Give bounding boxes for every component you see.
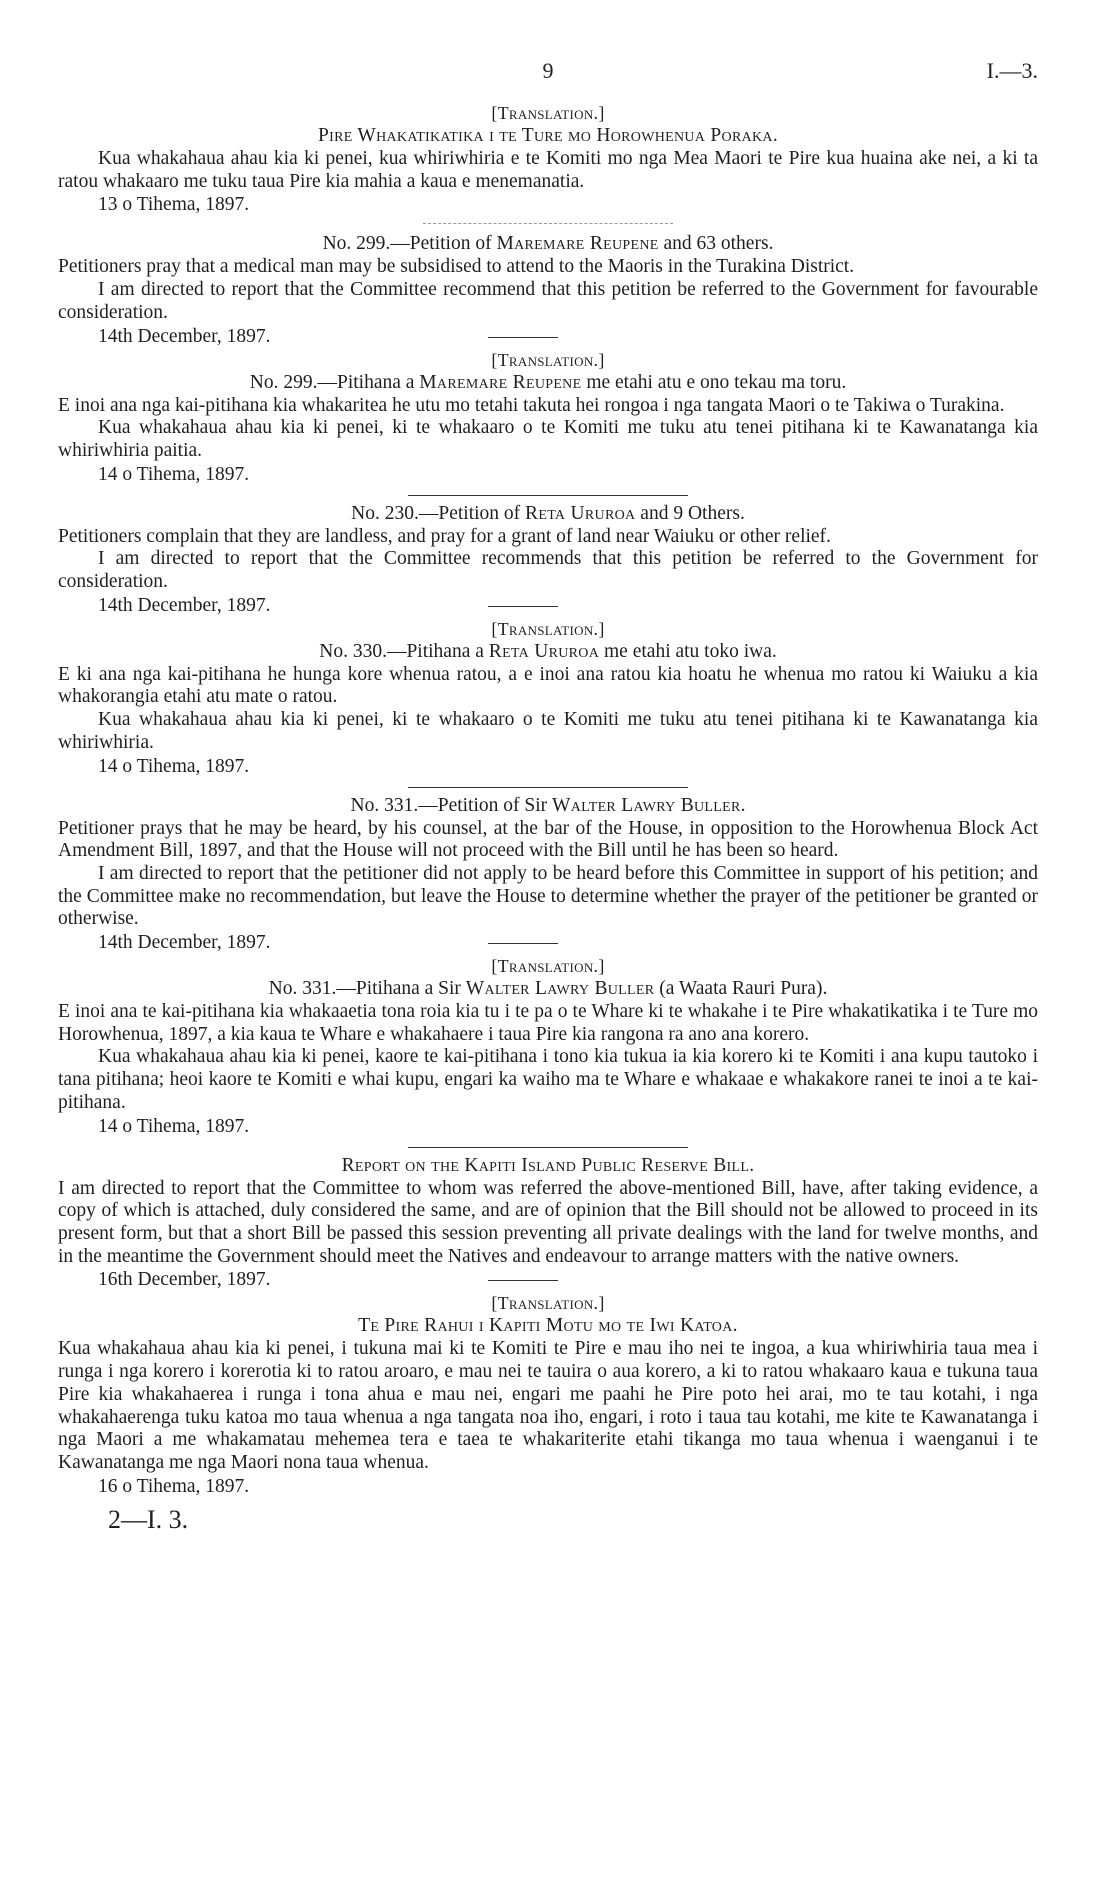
paragraph: E inoi ana nga kai-pitihana kia whakaritea he utu mo tetahi takuta hei rongoa i nga tangata Maori o te Takiwa o Turakina.: [58, 394, 1005, 416]
date-line: [58, 755, 1038, 779]
section-kapiti-translation: [58, 1292, 1038, 1498]
heading-rest: (a Waata Rauri Pura).: [654, 978, 828, 1000]
divider: [488, 1280, 558, 1281]
heading-rest: and 63 others.: [658, 233, 774, 255]
date-line: [58, 594, 1038, 618]
date-text: 16 o Tihema, 1897.: [98, 1475, 250, 1497]
heading-rest: and 9 Others.: [635, 502, 745, 524]
divider: [408, 787, 688, 788]
date-text: 13 o Tihema, 1897.: [98, 194, 250, 216]
heading-rest: me etahi atu toko iwa.: [599, 640, 777, 662]
divider: [488, 943, 558, 944]
paragraph: Petitioners pray that a medical man may be subsidised to attend to the Maoris in the Turakina District.: [58, 256, 855, 278]
translation-label: [Translation.]: [491, 1293, 605, 1314]
section-heading: [58, 502, 1038, 526]
translation-label: [Translation.]: [491, 349, 605, 370]
date-line: [58, 1115, 1038, 1139]
divider: [408, 1147, 688, 1148]
paragraph: I am directed to report that the Committee recommends that this petition be referred to the Government for consideration.: [58, 548, 1038, 593]
divider: [488, 337, 558, 338]
paragraph: Kua whakahaua ahau kia ki penei, ki te whakaaro o te Komiti me tuku atu tenei pitihana ki te Kawanatanga kia whiriwhiria paitia.: [58, 417, 1038, 461]
paragraph: Kua whakahaua ahau kia ki penei, kua whiriwhiria e te Komiti mo nga Mea Maori te Pire kua huaina ake nei, a ki ta ratou whakaaro me tuku taua Pire kia mahia a kaua e menemanatia.: [58, 148, 1038, 192]
divider: [488, 606, 558, 607]
translation-label: [Translation.]: [491, 103, 605, 123]
heading-number: No. 330.—Pitihana a: [319, 640, 489, 662]
petitioner-name: Walter Lawry Buller: [465, 978, 655, 1000]
date-text: 14 o Tihema, 1897.: [98, 1115, 250, 1137]
divider: [423, 223, 673, 224]
paragraph: Kua whakahaua ahau kia ki penei, ki te whakaaro o te Komiti me tuku atu tenei pitihana ki te Kawanatanga kia whiriwhiria.: [58, 709, 1038, 753]
heading-rest: me etahi atu e ono tekau ma toru.: [581, 371, 847, 393]
paragraph: I am directed to report that the Committee to whom was referred the above-mentioned Bill, have, after taking evidence, a copy of which is attached, duly considered the same, and are of opinion that the Bill should not be allowed to proceed in its present form, but that a short Bill be passed this session preventing all private dealings with the land for twelve months, and in the meantime the Government should meet the Natives and endeavour to arrange matters with the native owners.: [58, 1177, 1038, 1267]
date-text: 14th December, 1897.: [98, 594, 271, 616]
paragraph: I am directed to report that the petitioner did not apply to be heard before this Committee in support of his petition; and the Committee make no recommendation, but leave the House to determine whether the prayer of the petitioner be granted or otherwise.: [58, 862, 1038, 930]
paragraph: E inoi ana te kai-pitihana kia whakaaetia tona roia kia tu i te pa o te Whare ki te whakahe i te Pire whakatikatika i te Ture mo Horowhenua, 1897, a kia kaua te Whare e whakahaere i taua Pire kia rangona ra ano ana korero.: [58, 1001, 1038, 1045]
section-petition-331: [58, 794, 1038, 956]
date-text: 14th December, 1897.: [98, 932, 271, 954]
date-text: 14 o Tihema, 1897.: [98, 463, 250, 485]
section-heading: [58, 640, 1038, 664]
date-line: [58, 1268, 1038, 1292]
divider: [408, 495, 688, 496]
section-heading: [58, 977, 1038, 1001]
section-heading: Report on the Kapiti Island Public Reserve Bill.: [341, 1154, 755, 1176]
translation-label: [Translation.]: [491, 956, 605, 977]
petitioner-name: Reta Ururoa: [488, 640, 600, 662]
document-page: [58, 58, 1038, 1535]
section-horowhenua-bill-translation: [58, 102, 1038, 217]
section-kapiti-report: [58, 1154, 1038, 1293]
page-header: [58, 58, 1038, 102]
section-petition-299: [58, 232, 1038, 348]
date-line: [58, 325, 1038, 349]
paragraph: E ki ana nga kai-pitihana he hunga kore whenua ratou, a e inoi ana ratou kia hoatu he whenua mo ratou ki Waiuku a kia whakorangia etahi atu mate o ratou.: [58, 663, 1038, 708]
paragraph: Petitioner prays that he may be heard, by his counsel, at the bar of the House, in opposition to the Horowhenua Block Act Amendment Bill, 1897, and that the House will not proceed with the Bill until he has been so heard.: [58, 817, 1038, 862]
date-line: [58, 1475, 1038, 1499]
section-heading: Te Pire Rahui i Kapiti Motu mo te Iwi Katoa.: [358, 1315, 738, 1337]
paragraph: Petitioners complain that they are landless, and pray for a grant of land near Waiuku or other relief.: [58, 525, 831, 547]
date-line: [58, 463, 1038, 487]
date-text: 14 o Tihema, 1897.: [98, 755, 250, 777]
paragraph: Kua whakahaua ahau kia ki penei, i tukuna mai ki te Komiti te Pire e mau iho nei te ingoa, a kua whiriwhiria taua mea i runga i nga korero i korerotia ki to ratou aroaro, e mau nei te tauira o aua korero, a ki to ratou whakaaro kaua e tukuna taua Pire kia whakahaerea i runga i tona ahua e mau nei, engari me paahi he Pire poto hei arai, mo te tau kotahi, i nga whakahaerenga tuku katoa mo taua whenua a nga tangata noa iho, engari, i roto i taua tau kotahi, me kite te Kawanatanga i nga Maori a me whakamatau mehemea tera e taea te whakariterite etahi tikanga mo taua whenua i waenganui i te Kawanatanga me nga Maori nona taua whenua.: [58, 1338, 1038, 1473]
signature-reference: 2—I. 3.: [108, 1504, 189, 1534]
date-text: 14th December, 1897.: [98, 325, 271, 347]
section-petition-230: [58, 502, 1038, 618]
heading-number: No. 331.—Petition of Sir: [350, 794, 553, 816]
heading-number: No. 299.—Petition of: [322, 233, 497, 255]
petitioner-name: Maremare Reupene: [496, 233, 659, 255]
section-petition-331-translation: [58, 955, 1038, 1139]
section-heading: [58, 794, 1038, 818]
heading-number: No. 299.—Pitihana a: [249, 371, 420, 393]
section-heading: [58, 232, 1038, 256]
section-heading: [58, 371, 1038, 395]
heading-rest: .: [740, 794, 746, 816]
section-petition-299-translation: [58, 349, 1038, 487]
petitioner-name: Maremare Reupene: [419, 371, 582, 393]
document-reference: I.—3.: [986, 58, 1038, 83]
paragraph: Kua whakahaua ahau kia ki penei, kaore te kai-pitihana i tono kia tukua ia kia korero ki te Komiti i ana kupu tautoko i tana pitihana; heoi kaore te Komiti e whai kupu, engari ka waiho ma te Whare e whakaae e whakakore ranei te inoi a te kai-pitihana.: [58, 1046, 1038, 1113]
heading-number: No. 230.—Petition of: [351, 502, 526, 524]
section-heading: Pire Whakatikatika i te Ture mo Horowhenua Poraka.: [317, 125, 778, 146]
translation-label: [Translation.]: [491, 618, 605, 639]
section-petition-330-translation: [58, 618, 1038, 779]
date-line: [58, 931, 1038, 955]
page-number: 9: [542, 58, 554, 83]
date-line: [58, 193, 1038, 217]
petitioner-name: Reta Ururoa: [525, 502, 636, 524]
heading-number: No. 331.—Pitihana a Sir: [268, 978, 466, 1000]
date-text: 16th December, 1897.: [98, 1269, 271, 1291]
petitioner-name: Walter Lawry Buller: [552, 794, 741, 816]
paragraph: I am directed to report that the Committee recommend that this petition be referred to the Government for favourable consideration.: [58, 279, 1038, 323]
